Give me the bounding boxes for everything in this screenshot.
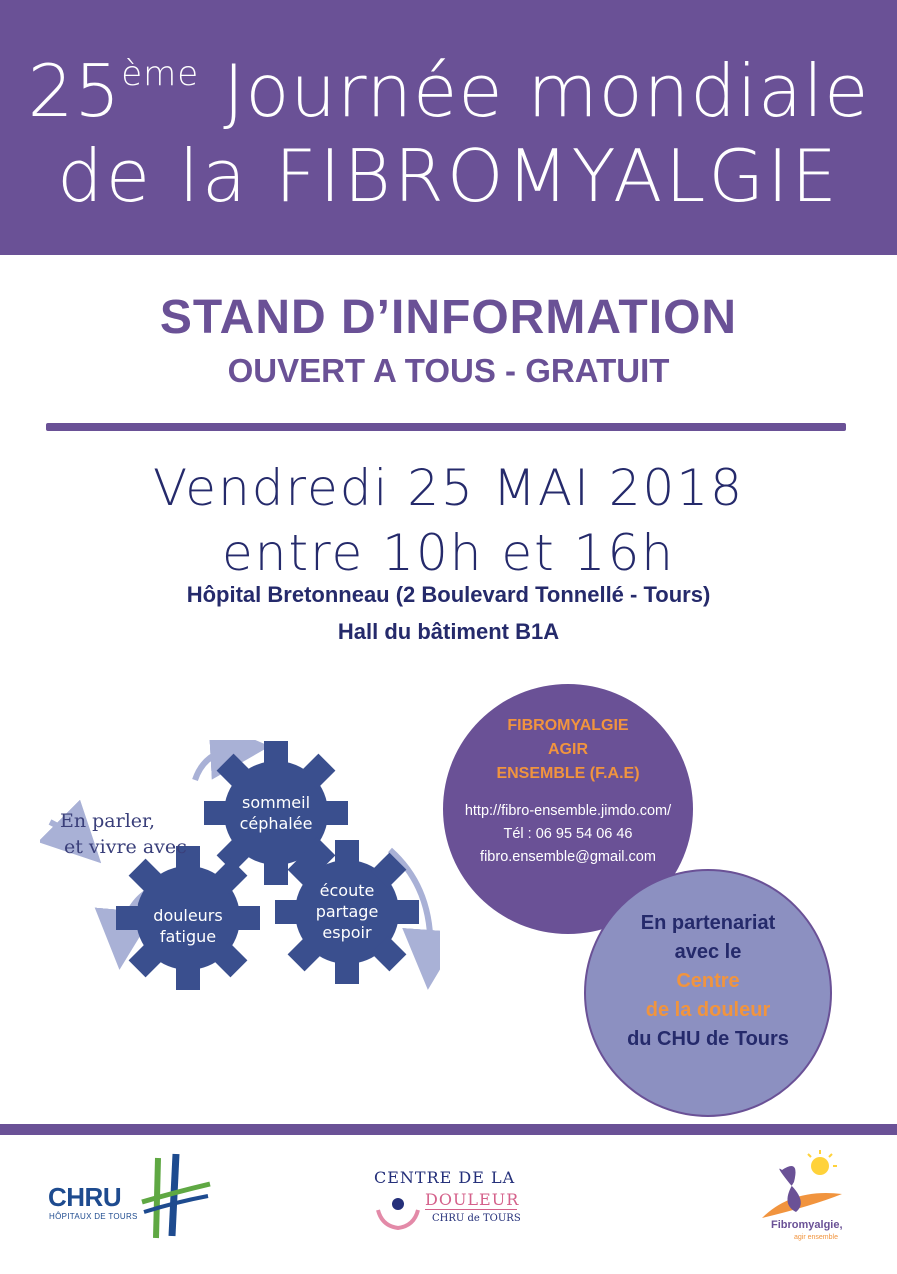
gear-right-word2: partage bbox=[315, 902, 379, 921]
partner-line1: En partenariat bbox=[640, 912, 776, 934]
stand-subtitle: OUVERT A TOUS - GRATUIT bbox=[227, 352, 670, 389]
event-hall: Hall du bâtiment B1A bbox=[337, 619, 560, 644]
gear-right-word1: écoute bbox=[319, 881, 375, 900]
event-hours: entre 10h et 16h bbox=[222, 524, 675, 582]
gears-graphic bbox=[40, 740, 440, 1000]
gear-left-label bbox=[128, 905, 248, 947]
fae-logo bbox=[752, 1148, 852, 1248]
chru-h-icon bbox=[136, 1152, 216, 1242]
centre-douleur-logo bbox=[370, 1168, 530, 1238]
association-name bbox=[443, 714, 693, 786]
partner-circle bbox=[584, 869, 832, 1117]
side-text-line2: et vivre avec bbox=[64, 836, 187, 858]
ribbon-sun-icon bbox=[752, 1148, 852, 1223]
association-name-line3: ENSEMBLE (F.A.E) bbox=[496, 765, 640, 782]
gear-right-label bbox=[287, 880, 407, 943]
stand-title: STAND D’INFORMATION bbox=[159, 291, 738, 344]
footer-bar bbox=[0, 1124, 897, 1135]
centre-logo-line2: DOULEUR bbox=[425, 1190, 520, 1209]
partner-line2: avec le bbox=[674, 941, 742, 963]
chru-logo bbox=[48, 1152, 218, 1242]
side-text bbox=[60, 808, 187, 860]
association-website[interactable]: http://fibro-ensemble.jimdo.com/ bbox=[464, 803, 672, 819]
partner-text bbox=[586, 909, 830, 1054]
divider bbox=[46, 423, 846, 431]
gear-top-word1: sommeil bbox=[241, 793, 311, 812]
centre-logo-rule bbox=[425, 1209, 517, 1210]
association-contact bbox=[443, 800, 693, 869]
association-name-line1: FIBROMYALGIE bbox=[507, 717, 629, 734]
gear-right-word3: espoir bbox=[322, 923, 372, 942]
gears-illustration bbox=[40, 740, 440, 1000]
main-title-line1 bbox=[0, 49, 897, 133]
gear-top-word2: céphalée bbox=[239, 814, 313, 833]
fae-logo-name: Fibromyalgie, bbox=[771, 1219, 843, 1231]
event-date: Vendredi 25 MAI 2018 bbox=[152, 459, 744, 517]
hands-icon bbox=[374, 1196, 422, 1232]
association-email[interactable]: fibro.ensemble@gmail.com bbox=[480, 849, 656, 865]
title-rest: Journée mondiale bbox=[223, 49, 870, 133]
title-superscript: ème bbox=[121, 54, 200, 94]
centre-logo-line1: CENTRE DE LA bbox=[374, 1168, 516, 1187]
fae-logo-tagline: agir ensemble bbox=[794, 1234, 838, 1241]
association-name-line2: AGIR bbox=[548, 741, 588, 758]
gear-left-word2: fatigue bbox=[159, 927, 217, 946]
side-text-line1: En parler, bbox=[60, 810, 156, 832]
main-title-line2: de la FIBROMYALGIE bbox=[57, 134, 840, 218]
event-location: Hôpital Bretonneau (2 Boulevard Tonnellé - Tours) bbox=[186, 582, 711, 607]
association-phone: Tél : 06 95 54 06 46 bbox=[503, 826, 633, 842]
partner-line5: du CHU de Tours bbox=[627, 1028, 789, 1050]
partner-line4: de la douleur bbox=[645, 999, 771, 1021]
centre-logo-line3: CHRU de TOURS bbox=[432, 1213, 521, 1224]
gear-left-word1: douleurs bbox=[153, 906, 223, 925]
header-banner bbox=[0, 0, 897, 255]
gear-top-label bbox=[216, 792, 336, 834]
title-number: 25 bbox=[27, 49, 122, 133]
chru-logo-subtitle: HÔPITAUX DE TOURS bbox=[49, 1212, 138, 1221]
partner-line3: Centre bbox=[676, 970, 740, 992]
chru-logo-text: CHRU bbox=[48, 1182, 122, 1212]
